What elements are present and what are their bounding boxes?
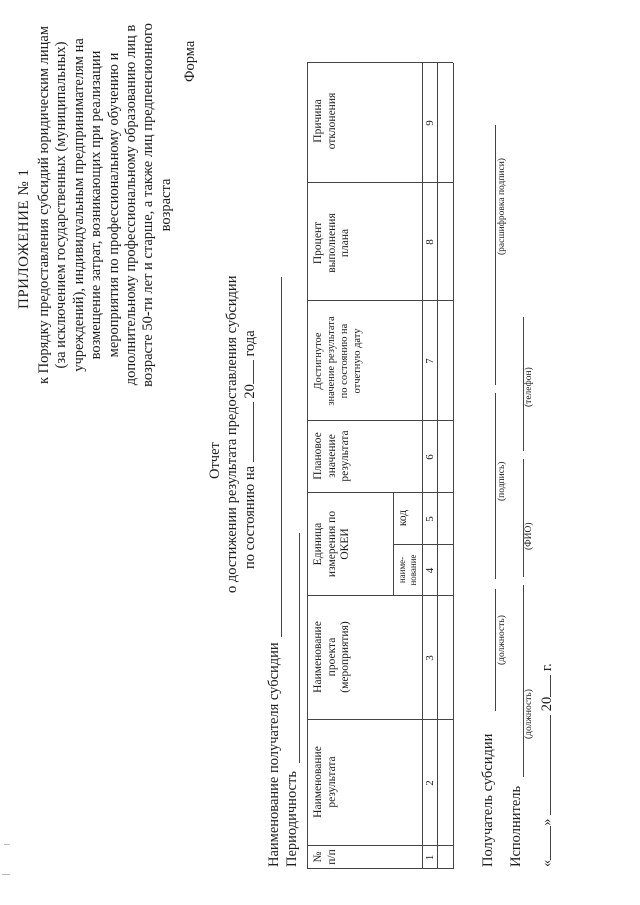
header-achieved: Достигнутое значение результата по состоянию на отчетную дату xyxy=(313,316,363,406)
column-number: 3 xyxy=(424,655,436,661)
date-suffix: г. xyxy=(539,663,555,672)
column-number: 4 xyxy=(424,567,436,574)
recipient-signature-label: Получатель субсидии xyxy=(480,733,496,867)
recipient-decoding-field[interactable] xyxy=(495,125,496,385)
executor-position-field[interactable] xyxy=(523,585,524,777)
column-number: 6 xyxy=(424,454,436,460)
appendix-title: ПРИЛОЖЕНИЕ № 1 xyxy=(16,168,32,309)
report-date xyxy=(241,330,259,569)
report-date-year: 20 xyxy=(242,384,258,399)
recipient-signature-field[interactable] xyxy=(495,393,496,579)
scan-mark xyxy=(4,844,10,845)
appendix-line: учреждений), индивидуальным предпринимателям на xyxy=(70,38,87,372)
header-result-name: Наименование результата xyxy=(312,746,338,818)
decoding-caption: (расшифровка подписи) xyxy=(497,158,507,255)
header-unit-name: наиме-нование xyxy=(397,554,418,586)
appendix-line: возрасте 50-ти лет и старше, а также лиц предпенсионного xyxy=(140,23,157,387)
report-title: Отчет xyxy=(207,442,223,479)
column-number: 9 xyxy=(424,120,436,126)
column-number: 5 xyxy=(424,516,436,522)
appendix-subtitle xyxy=(36,5,175,405)
appendix-line: к Порядку предоставления субсидий юридическим лицам xyxy=(36,25,52,385)
date-year: 20 xyxy=(539,696,555,712)
appendix-line: мероприятия по профессиональному обучению и xyxy=(105,52,122,358)
date-close-quote: » xyxy=(539,818,555,826)
phone-caption: (телефон) xyxy=(524,367,534,407)
date-open-quote: « xyxy=(539,859,555,867)
report-date-suffix: года xyxy=(242,330,258,357)
report-date-prefix: по состоянию на xyxy=(242,465,258,569)
report-date-day-blank[interactable] xyxy=(241,402,254,462)
header-reason: Причина отклонения xyxy=(312,92,338,150)
header-project-name: Наименование проекта (мероприятия) xyxy=(312,621,351,693)
date-month-field[interactable] xyxy=(538,715,551,815)
fio-caption: (ФИО) xyxy=(524,522,534,550)
column-number: 1 xyxy=(424,854,436,861)
executor-fio-field[interactable] xyxy=(523,459,524,577)
table-top-border xyxy=(307,63,308,869)
header-unit-code: код xyxy=(397,509,409,527)
periodicity-label: Периодичность xyxy=(284,771,300,867)
header-percent: Процент выполнения плана xyxy=(312,213,351,273)
recipient-position-field[interactable] xyxy=(495,589,496,711)
appendix-line: дополнительному профессиональному образованию лиц в xyxy=(123,24,140,386)
column-number: 2 xyxy=(424,780,436,786)
scan-mark xyxy=(2,874,10,875)
periodicity-field[interactable] xyxy=(299,533,300,763)
executor-position-caption: (должность) xyxy=(524,689,534,739)
recipient-name-field[interactable] xyxy=(281,277,282,637)
report-date-year-blank[interactable] xyxy=(241,360,254,384)
table-bottom-border xyxy=(453,63,454,869)
date-year-field[interactable] xyxy=(538,675,551,697)
recipient-name-label: Наименование получателя субсидии xyxy=(266,642,282,867)
header-unit: Единица измерения по ОКЕИ xyxy=(312,510,351,578)
appendix-line: возмещение затрат, возникающих при реализации xyxy=(88,50,105,360)
appendix-line: (за исключением государственных (муниципальных) xyxy=(53,41,70,369)
column-number: 7 xyxy=(424,358,436,364)
column-number: 8 xyxy=(424,239,436,245)
executor-label: Исполнитель xyxy=(508,785,524,867)
date-day-field[interactable] xyxy=(538,826,551,860)
header-num: № п/п xyxy=(312,849,338,865)
signature-date xyxy=(538,663,556,867)
appendix-line: возраста xyxy=(157,178,174,232)
position-caption: (должность) xyxy=(497,615,507,665)
form-label: Форма xyxy=(182,40,198,82)
table-header-bottom xyxy=(422,63,423,869)
data-row[interactable] xyxy=(438,63,453,868)
report-subtitle: о достижении результата предоставления субсидии xyxy=(224,275,240,593)
header-planned: Плановое значение результата xyxy=(312,430,351,482)
signature-caption: (подпись) xyxy=(497,461,507,501)
